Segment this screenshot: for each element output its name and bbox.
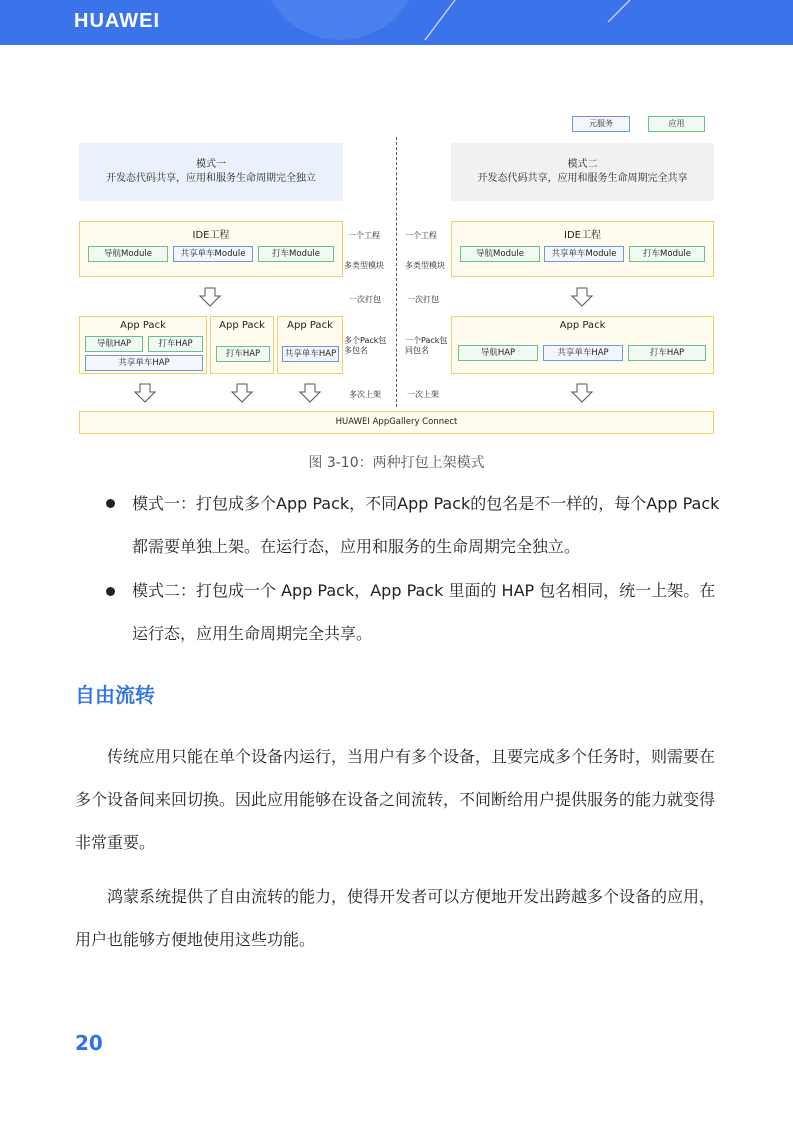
appgallery-connect-box: HUAWEI AppGallery Connect — [79, 411, 714, 434]
label-multi-pack-left — [344, 336, 386, 356]
label-multi-pack-line1: 多个Pack包 — [344, 336, 387, 345]
label-one-project-left: 一个工程 — [348, 231, 380, 240]
label-one-pack-same — [405, 336, 447, 356]
legend-app: 应用 — [648, 116, 705, 132]
module-nav-right: 导航Module — [460, 246, 540, 262]
bullet-mode1-line1: 模式一：打包成多个App Pack，不同App Pack的包名是不一样的，每个App Pack — [132, 494, 720, 513]
paragraph-2-line2: 用户也能够方便地使用这些功能。 — [75, 930, 316, 949]
label-multi-pack-line2: 多包名 — [344, 346, 368, 355]
bullet-dot — [106, 495, 122, 511]
hap-share-left-1: 共享单车HAP — [85, 355, 203, 371]
label-one-pack-line2: 同包名 — [405, 346, 429, 355]
app-pack-right — [451, 316, 714, 374]
down-arrow-icon — [571, 287, 593, 307]
paragraph-1-line3: 非常重要。 — [75, 833, 156, 852]
app-pack-title: App Pack — [120, 320, 166, 331]
hap-nav-left: 导航HAP — [85, 336, 143, 352]
mode2-subtitle: 开发态代码共享，应用和服务生命周期完全共享 — [477, 173, 688, 184]
mode1-title: 模式一 — [196, 159, 226, 170]
down-arrow-icon — [134, 383, 156, 403]
section-title: 自由流转 — [75, 683, 155, 707]
app-pack-title: App Pack — [287, 320, 333, 331]
down-arrow-icon — [299, 383, 321, 403]
huawei-logo: HUAWEI — [74, 10, 160, 32]
mode1-subtitle: 开发态代码共享，应用和服务生命周期完全独立 — [106, 173, 316, 184]
paragraph-1-line2: 多个设备间来回切换。因此应用能够在设备之间流转，不间断给用户提供服务的能力就变得 — [75, 790, 716, 809]
module-taxi-left: 打车Module — [258, 246, 334, 262]
label-multi-modules-left: 多类型模块 — [344, 261, 384, 270]
ide-project-right — [451, 221, 714, 277]
mode1-box — [79, 143, 343, 201]
hap-taxi-left-1: 打车HAP — [148, 336, 203, 352]
label-one-pack-right: 一次打包 — [407, 295, 439, 304]
down-arrow-icon — [231, 383, 253, 403]
down-arrow-icon — [571, 383, 593, 403]
paragraph-2-line1: 鸿蒙系统提供了自由流转的能力，使得开发者可以方便地开发出跨越多个设备的应用， — [107, 887, 716, 906]
label-one-pack-left: 一次打包 — [349, 295, 381, 304]
ide-title-left: IDE工程 — [192, 230, 230, 241]
down-arrow-icon — [199, 287, 221, 307]
module-taxi-right: 打车Module — [629, 246, 705, 262]
hap-taxi-left-2: 打车HAP — [216, 346, 270, 362]
legend-service: 元服务 — [572, 116, 630, 132]
label-multi-modules-right: 多类型模块 — [405, 261, 445, 270]
ide-title-right: IDE工程 — [564, 230, 601, 241]
module-nav-left: 导航Module — [88, 246, 168, 262]
module-share-right: 共享单车Module — [544, 246, 624, 262]
page-header — [0, 0, 793, 45]
hap-taxi-right: 打车HAP — [628, 345, 706, 361]
ide-project-left — [79, 221, 343, 277]
app-pack-left-1 — [79, 316, 207, 374]
app-pack-title: App Pack — [219, 320, 265, 331]
bullet-mode2-line2: 运行态，应用生命周期完全共享。 — [132, 624, 373, 643]
figure-caption: 图 3-10：两种打包上架模式 — [308, 455, 485, 471]
label-multi-publish: 多次上架 — [349, 390, 381, 399]
mode2-title: 模式二 — [567, 159, 598, 170]
label-one-project-right: 一个工程 — [405, 231, 437, 240]
app-pack-left-2 — [210, 316, 274, 374]
diagram-divider — [396, 137, 397, 407]
bullet-dot — [106, 583, 122, 599]
app-pack-left-3 — [277, 316, 343, 374]
app-pack-title: App Pack — [559, 320, 606, 331]
hap-share-right: 共享单车HAP — [543, 345, 623, 361]
hap-nav-right: 导航HAP — [458, 345, 538, 361]
module-share-left: 共享单车Module — [173, 246, 253, 262]
page-number: 20 — [75, 1031, 103, 1055]
label-one-publish: 一次上架 — [407, 390, 439, 399]
paragraph-2 — [75, 875, 735, 961]
bullet-mode1 — [132, 482, 732, 568]
label-one-pack-line1: 一个Pack包 — [405, 336, 448, 345]
bullet-mode2-line1: 模式二：打包成一个 App Pack，App Pack 里面的 HAP 包名相同，统一上架。在 — [132, 581, 716, 600]
paragraph-1 — [75, 735, 735, 864]
bullet-mode1-line2: 都需要单独上架。在运行态，应用和服务的生命周期完全独立。 — [132, 537, 581, 556]
mode2-box — [451, 143, 714, 201]
paragraph-1-line1: 传统应用只能在单个设备内运行，当用户有多个设备，且要完成多个任务时，则需要在 — [107, 747, 716, 766]
bullet-mode2 — [132, 569, 732, 655]
hap-share-left-3: 共享单车HAP — [282, 346, 339, 362]
